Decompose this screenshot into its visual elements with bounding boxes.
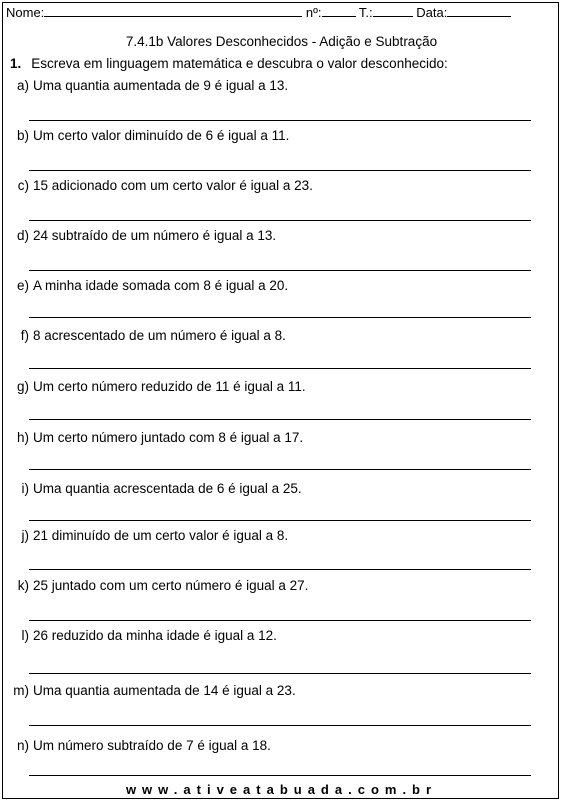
- question-text: 8 acrescentado de um número é igual a 8.: [33, 328, 286, 343]
- instruction-text: Escreva em linguagem matemática e descubra o valor desconhecido:: [31, 56, 448, 71]
- question-text: Um certo número juntado com 8 é igual a 17.: [33, 430, 304, 445]
- date-label: Data:: [416, 5, 448, 20]
- name-field[interactable]: [44, 4, 302, 17]
- question-text: A minha idade somada com 8 é igual a 20.: [33, 278, 289, 293]
- question-label: g): [16, 379, 29, 394]
- question-text: 21 diminuído de um certo valor é igual a 8.: [33, 528, 289, 543]
- question-text: Uma quantia aumentada de 9 é igual a 13.: [33, 78, 289, 93]
- question-label: k): [17, 578, 29, 593]
- name-label: Nome:: [6, 5, 45, 20]
- question-text: 25 juntado com um certo número é igual a 27.: [33, 578, 309, 593]
- student-header: [6, 4, 511, 20]
- question-text: 26 reduzido da minha idade é igual a 12.: [33, 628, 277, 643]
- question-label: m): [13, 683, 29, 698]
- question-label: f): [20, 328, 29, 343]
- question-label: n): [16, 738, 29, 753]
- question-label: i): [21, 481, 29, 496]
- exercise-number: 1.: [10, 56, 22, 71]
- answer-line[interactable]: [29, 469, 531, 470]
- question-text: Um número subtraído de 7 é igual a 18.: [33, 738, 271, 753]
- class-label: T.:: [358, 5, 373, 20]
- question-label: b): [16, 128, 29, 143]
- question-text: Uma quantia aumentada de 14 é igual a 23.: [33, 683, 296, 698]
- answer-line[interactable]: [29, 725, 531, 726]
- answer-line[interactable]: [29, 317, 531, 318]
- answer-line[interactable]: [29, 120, 531, 121]
- number-field[interactable]: [322, 4, 356, 17]
- answer-line[interactable]: [29, 170, 531, 171]
- question-text: Um certo valor diminuído de 6 é igual a 11.: [33, 128, 290, 143]
- answer-line[interactable]: [29, 620, 531, 621]
- number-label: nº:: [305, 5, 322, 20]
- answer-line[interactable]: [29, 520, 531, 521]
- question-label: h): [16, 430, 29, 445]
- page-border: [2, 2, 559, 799]
- question-label: c): [17, 178, 29, 193]
- answer-line[interactable]: [29, 569, 531, 570]
- question-label: l): [21, 628, 29, 643]
- question-text: 24 subtraído de um número é igual a 13.: [33, 228, 277, 243]
- answer-line[interactable]: [29, 775, 531, 776]
- question-label: d): [16, 228, 29, 243]
- question-label: a): [16, 78, 29, 93]
- question-text: Uma quantia acrescentada de 6 é igual a 25.: [33, 481, 302, 496]
- date-field[interactable]: [447, 4, 511, 17]
- footer-website: www.ativeatabuada.com.br: [125, 782, 438, 797]
- answer-line[interactable]: [29, 270, 531, 271]
- question-text: 15 adicionado com um certo valor é igual a 23.: [33, 178, 313, 193]
- worksheet-title: 7.4.1b Valores Desconhecidos - Adição e Subtração: [125, 34, 438, 49]
- class-field[interactable]: [373, 4, 413, 17]
- question-label: e): [16, 278, 29, 293]
- answer-line[interactable]: [29, 220, 531, 221]
- answer-line[interactable]: [29, 419, 531, 420]
- exercise-instruction: [10, 56, 448, 71]
- answer-line[interactable]: [29, 368, 531, 369]
- question-label: j): [21, 528, 29, 543]
- question-text: Um certo número reduzido de 11 é igual a 11.: [33, 379, 306, 394]
- answer-line[interactable]: [29, 673, 531, 674]
